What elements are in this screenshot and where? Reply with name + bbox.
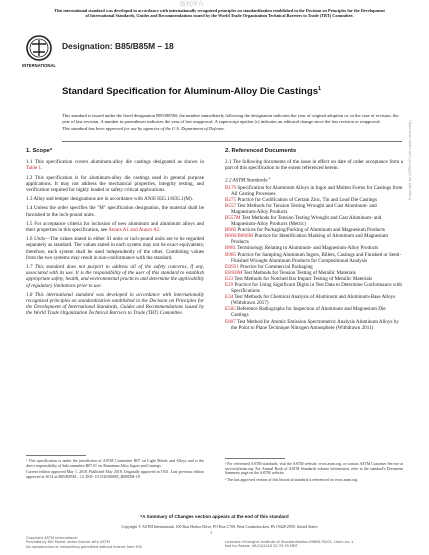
para-1-6-units: Units [33, 236, 46, 243]
para-1-1-end: . [41, 165, 43, 172]
designation: Designation: B85/B85M – 18 [62, 41, 174, 51]
reference-title: Practices for Packaging/Packing of Aluminum and Magnesium Products [237, 227, 385, 234]
divider [62, 141, 402, 142]
reference-title: Test Methods for Tension Testing of Metallic Materials [243, 269, 356, 276]
reference-item [225, 294, 403, 307]
para-1-4: 1.4 Unless the order specifies the "M" specification designation, the material shall be furnished to the inch-pound units. [26, 205, 204, 218]
reference-item [225, 318, 403, 331]
reference-code-link[interactable]: B179 [225, 184, 237, 191]
para-1-6-text: —The values stated in either SI units or inch-pound units are to be regarded separately as standard. The values stated in each system may not be exact equivalents; therefore, each system shall be used independently of the other. Combining values from the two systems may result in non-conformance with the standard. [26, 236, 205, 261]
reference-code-link[interactable]: B660 [225, 227, 237, 234]
right-column [225, 148, 403, 331]
license-left-line: No reproduction or networking permitted without license from IHS [26, 544, 142, 549]
para-1-5-text: 1.5 For acceptance criteria for inclusion of new aluminum and aluminum alloys and their properties in this specification, see [26, 220, 204, 234]
license-right [225, 540, 354, 549]
reference-item [225, 202, 403, 215]
reference-title: Test Methods for Notched Bar Impact Testing of Metallic Materials [234, 275, 373, 282]
reference-code-link[interactable]: E607 [225, 318, 236, 325]
reference-item [225, 233, 403, 246]
reference-title: Test Methods for Chemical Analysis of Aluminum and Aluminum-Base Alloys (Withdrawn 2017) [231, 294, 396, 307]
title-footnote-mark: 1 [318, 86, 322, 92]
reference-code-link[interactable]: E29 [225, 282, 234, 288]
reference-title: Specification for Aluminum Alloys in Ingot and Molten Forms for Castings from All Casting Processes [231, 184, 403, 197]
footnote-divider-left [26, 455, 86, 456]
reference-code-link[interactable]: B275 [225, 196, 237, 203]
license-left-line: Provided by IHS Markit under license with ASTM [26, 540, 110, 545]
reference-title: Practice for Commercial Packaging [240, 263, 313, 270]
para-1-1 [26, 159, 204, 171]
para-1-2: 1.2 This specification is for aluminum-alloy die castings used in general purpose applications. It may not address the mechanical properties, integrity testing, and verification required for highly loaded or safety critical applications. [26, 174, 204, 194]
dod-approval-note: This standard has been approved for use by agencies of the U.S. Department of Defense. [62, 126, 225, 131]
para-1-5-end: . [159, 227, 161, 234]
logo-text: INTERNATIONAL [22, 63, 56, 68]
reference-title: Reference Radiographs for Inspection of Aluminum and Magnesium Die Castings [231, 306, 386, 319]
reference-title: Practice for Sampling Aluminum Ingots, Billets, Castings and Finished or Semi-Finished Wrought Aluminum Products for Compositional Analysis [231, 251, 402, 264]
abstract [62, 113, 402, 134]
license-right-line: Not for Resale, 06/20/2018 02:33:35 MDT [225, 544, 298, 549]
footnote-3: ³ The last approved version of this historical standard is referenced on www.astm.org. [225, 477, 359, 482]
reference-code-link[interactable]: E505 [225, 306, 236, 313]
reference-item [225, 282, 403, 295]
footnote-divider-right [225, 458, 285, 459]
reference-item [225, 214, 403, 228]
para-2-1: 2.1 The following documents of the issue in effect on date of order acceptance form a part of this specification to the extent referenced herein. [225, 159, 403, 172]
reference-code-link[interactable]: E34 [225, 294, 234, 301]
reference-code-link[interactable]: D3951 [225, 263, 239, 270]
abstract-text: This standard is issued under the fixed designation B85/B85M; the number immediately following the designation indicates the year of original adoption or, in the case of revision, the year of last revision. A number in parentheses indicates the year of last reapproval. A superscript epsilon (ε) indicates an editorial change since the last revision or reapproval. [62, 113, 399, 124]
reference-title: Test Methods for Tension Testing Wrought and Cast Aluminum- and Magnesium-Alloy Products [231, 202, 377, 215]
title-text: Standard Specification for Aluminum-Alloy Die Castings [62, 86, 319, 98]
para-1-8: 1.8 This international standard was developed in accordance with internationally recognized principles on standardization established in the Decision on Principles for the Development of International Standards, Guides and Recommendations issued by the World Trade Organization Technical Barriers to Trade (TBT) Committee. [26, 291, 204, 317]
license-left-line: Copyright ASTM International [26, 536, 78, 540]
page-title [62, 84, 382, 97]
para-1-6 [26, 236, 204, 261]
annex-link[interactable]: Annex A1 and Annex A2 [108, 227, 160, 234]
license-right-line: Licensee=Shanghai Institute of Standardization/5968170001, User=xx, x [225, 540, 354, 544]
astm-logo [24, 34, 54, 70]
reference-code-link[interactable]: E8/E8M [225, 269, 243, 276]
reference-title: Test Methods for Tension Testing Wrought and Cast Aluminum- and Magnesium-Alloy Products (Metric) [231, 214, 382, 228]
reference-title: Practice for Codification of Certain Zinc, Tin and Lead Die Castings [237, 196, 377, 203]
reference-code-link[interactable]: E23 [225, 275, 234, 282]
astm-standards-mark: 2 [268, 175, 271, 180]
right-footnotes [225, 462, 403, 484]
top-notice: This international standard was developed in accordance with internationally recognized principles on standardization established in the Decision on Principles for the Development of International Standards, Guides and Recommendations issued by the World Trade Organization Technical Barriers to Trade (TBT) Committee. [54, 8, 385, 19]
scope-heading: 1. Scope* [26, 148, 53, 154]
license-left [26, 536, 142, 549]
reference-title: Practice for Using Significant Digits in Test Data to Determine Conformance with Specifications [231, 282, 402, 295]
astm-standards-text: 2.2 ASTM Standards: [225, 177, 269, 184]
reference-title: Test Method for Atomic Emission Spectrometric Analysis Aluminum Alloys by the Point to Plane Technique Nitrogen Atmosphere (Withdrawn 2011) [231, 318, 399, 331]
reference-code-link[interactable]: B985 [225, 251, 237, 258]
footnote-2: ² For referenced ASTM standards, visit the ASTM website, www.astm.org, or contact ASTM Customer Service at service@astm.org. For Annual Book of ASTM Standards volume information, refer to the standard's Document Summary page on the ASTM website. [225, 462, 403, 476]
para-1-1-text: 1.1 This specification covers aluminum-alloy die castings designated as shown in [26, 159, 204, 166]
reference-list [225, 185, 403, 331]
reference-title: Practice for Identification Marking of Aluminum and Magnesium Products [231, 233, 388, 246]
left-footnotes [26, 459, 204, 481]
reference-item [225, 306, 403, 319]
para-1-7: 1.7 This standard does not purport to address all of the safety concerns, if any, associated with its use. It is the responsibility of the user of this standard to establish appropriate safety, health, and environmental practices and determine the applicability of regulatory limitations prior to use. [26, 264, 205, 289]
left-column [26, 148, 204, 320]
summary-of-changes-note: *A Summary of Changes section appears at the end of this standard [140, 514, 289, 519]
page-number: 1 [210, 530, 213, 535]
para-1-5 [26, 221, 204, 233]
footnote-1: ¹ This specification is under the jurisdiction of ASTM Committee B07 on Light Metals and Alloys and is the direct responsibility of Subcommittee B07.01 on Aluminum Alloy Ingots and Castings. [26, 459, 204, 468]
reference-code-link[interactable]: B881 [225, 245, 237, 252]
reference-title: Terminology Relating to Aluminum- and Magnesium-Alloy Products [237, 245, 379, 252]
reference-item [225, 251, 403, 264]
referenced-documents-heading: 2. Referenced Documents [225, 148, 297, 154]
astm-standards-subheading [225, 175, 403, 184]
para-1-3: 1.3 Alloy and temper designations are in accordance with ANSI H35.1/H35.1(M). [26, 196, 193, 203]
copyright-line: Copyright © ASTM International, 100 Barr Harbor Drive, PO Box C700, West Conshohocken, PA 19428-2959. United States [121, 525, 318, 529]
reference-code-link[interactable]: B666/B666M [225, 233, 254, 240]
reference-code-link[interactable]: B557 [225, 202, 237, 209]
watermark: 版权所有 [180, 1, 205, 8]
reference-code-link[interactable]: B557M [225, 214, 241, 221]
para-1-6-num: 1.6 [26, 236, 34, 243]
footnote-edition: Current edition approved May 1, 2018. Published May 2018. Originally approved in 1931. Last previous edition approved in 2014 as B85/B85M – 14. DOI: 10.1520/B0085_B0085M-18. [26, 470, 204, 479]
table-1-link[interactable]: Table 1 [26, 165, 42, 172]
side-print: Copyright by ASTM Int'l (all rights reserved); [408, 120, 412, 200]
reference-item [225, 184, 403, 197]
